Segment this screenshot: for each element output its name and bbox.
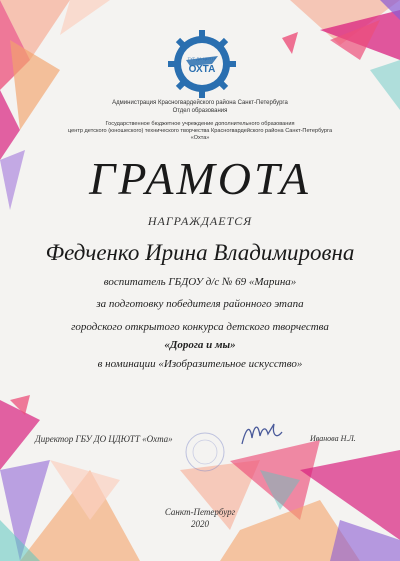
admin-line-1: Администрация Красногвардейского района Санкт-Петербурга xyxy=(112,100,288,106)
contest-name: «Дорога и мы» xyxy=(164,339,236,351)
stamp-icon xyxy=(183,430,227,474)
institution-header xyxy=(0,121,400,142)
admin-header xyxy=(0,99,400,115)
recipient-name: Федченко Ирина Владимировна xyxy=(45,240,355,265)
recipient-position: воспитатель ГБДОУ д/с № 69 «Марина» xyxy=(103,276,297,288)
handwritten-signature-icon xyxy=(238,418,288,452)
admin-line-2: Отдел образования xyxy=(172,108,228,114)
awarded-label: НАГРАЖДАЕТСЯ xyxy=(147,214,253,228)
certificate-title: ГРАМОТА xyxy=(89,153,311,204)
logo-tagline: ТУТ ДА ЦЕНТР xyxy=(187,56,217,61)
nomination: в номинации «Изобразительное искусство» xyxy=(97,358,303,370)
logo-text: ОХТА xyxy=(188,64,216,75)
inst-line-3: «Охта» xyxy=(190,135,210,141)
footer-year: 2020 xyxy=(191,519,209,529)
footer-city: Санкт-Петербург xyxy=(164,507,236,517)
signer-name: Иванова Н.Л. xyxy=(310,434,356,443)
footer xyxy=(0,506,400,530)
inst-line-2: центр детского (юношеского) технического творчества Красногвардейского района Санкт-Петербурга xyxy=(67,128,333,134)
director-label: Директор ГБУ ДО ЦДЮТТ «Охта» xyxy=(35,434,173,444)
reason-line-2: городского открытого конкурса детского творчества xyxy=(71,321,329,333)
inst-line-1: Государственное бюджетное учреждение дополнительного образования xyxy=(105,121,295,127)
reason-line-1: за подготовку победителя районного этапа xyxy=(96,298,304,310)
